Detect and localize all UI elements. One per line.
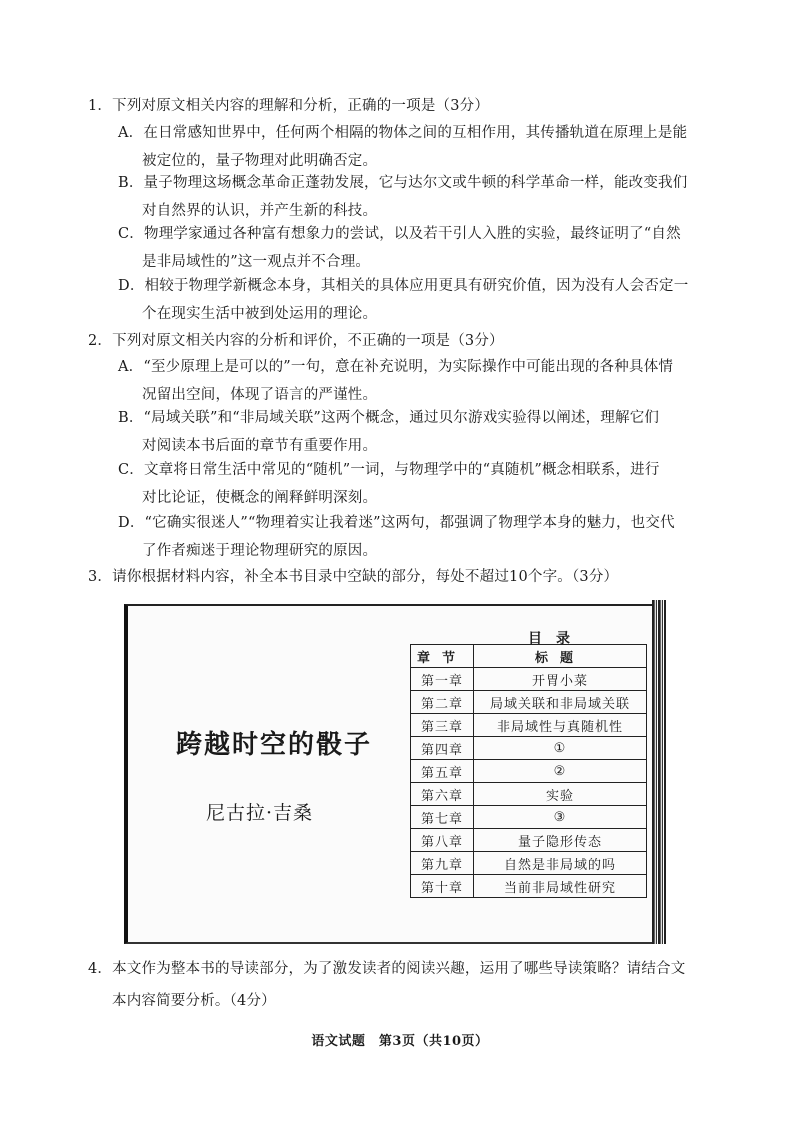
question-4-line-1: 4．本文作为整本书的导读部分，为了激发读者的阅读兴趣，运用了哪些导读策略？请结合文 [88,961,686,977]
toc-title: 非局域性与真随机性 [474,714,647,737]
toc-chapter: 第八章 [411,829,474,852]
question-2-option-b [118,404,718,460]
book-title: 跨越时空的骰子 [176,730,373,760]
option-line: B．量子物理这场概念革命正蓬勃发展，它与达尔文或牛顿的科学革命一样，能改变我们 [118,175,688,191]
toc-chapter: 第六章 [411,783,474,806]
option-line: A．“至少原理上是可以的”一句，意在补充说明，为实际操作中可能出现的各种具体情 [118,359,674,375]
question-1-option-b [118,169,718,225]
book-author: 尼古拉·吉桑 [206,802,314,824]
option-line: D．“它确实很迷人”“物理着实让我着迷”这两句，都强调了物理学本身的魅力，也交代 [118,515,675,531]
question-4-line-2: 本内容简要分析。（4分） [112,993,276,1009]
toc-row [411,829,647,852]
option-line: B．“局域关联”和“非局域关联”这两个概念，通过贝尔游戏实验得以阐述，理解它们 [118,410,660,426]
option-line: 对阅读本书后面的章节有重要作用。 [142,438,378,454]
option-line: D．相较于物理学新概念本身，其相关的具体应用更具有研究价值，因为没有人会否定一 [118,278,689,294]
toc-chapter: 第九章 [411,852,474,875]
question-2-option-a [118,353,718,409]
option-line: 对比论证，使概念的阐释鲜明深刻。 [142,490,378,506]
question-2-stem: 2．下列对原文相关内容的分析和评价，不正确的一项是（3分） [88,333,504,349]
toc-title: 开胃小菜 [474,668,647,691]
toc-title-blank: ③ [474,806,647,829]
toc-header-chapter: 章节 [411,645,474,668]
question-3-stem: 3．请你根据材料内容，补全本书目录中空缺的部分，每处不超过10个字。（3分） [88,569,619,585]
toc-row [411,714,647,737]
toc-table [410,644,647,898]
toc-row [411,875,647,898]
toc-title: 当前非局域性研究 [474,875,647,898]
toc-header-row [411,645,647,668]
toc-row [411,737,647,760]
option-line: 对自然界的认识，并产生新的科技。 [142,203,378,219]
option-line: C．文章将日常生活中常见的“随机”一词，与物理学中的“真随机”概念相联系，进行 [118,462,660,478]
toc-title: 实验 [474,783,647,806]
toc-chapter: 第十章 [411,875,474,898]
option-line: 了作者痴迷于理论物理研究的原因。 [142,543,378,559]
toc-header-title: 标题 [474,645,647,668]
toc-row [411,691,647,714]
toc-row [411,806,647,829]
page-footer: 语文试题 第3页（共10页） [311,1034,489,1049]
question-2-option-c [118,456,718,512]
toc-title: 量子隐形传态 [474,829,647,852]
option-line: 况留出空间，体现了语言的严谨性。 [142,387,378,403]
toc-row [411,783,647,806]
toc-title: 局域关联和非局域关联 [474,691,647,714]
option-line: C．物理学家通过各种富有想象力的尝试，以及若干引人入胜的实验，最终证明了“自然 [118,226,681,242]
option-line: 个在现实生活中被到处运用的理论。 [142,306,378,322]
toc-chapter: 第一章 [411,668,474,691]
toc-title-blank: ① [474,737,647,760]
toc-title-blank: ② [474,760,647,783]
toc-heading: 目录 [528,631,584,647]
question-1-option-c [118,220,718,276]
toc-title: 自然是非局域的吗 [474,852,647,875]
question-1-option-d [118,272,718,328]
book-figure [118,600,666,944]
option-line: 被定位的，量子物理对此明确否定。 [142,153,378,169]
toc-row [411,852,647,875]
toc-chapter: 第二章 [411,691,474,714]
question-1-option-a [118,119,718,175]
question-2-option-d [118,509,718,565]
book-spine [652,600,666,944]
book-cover [124,604,660,944]
toc-row [411,760,647,783]
question-1-stem: 1．下列对原文相关内容的理解和分析，正确的一项是（3分） [88,98,490,114]
toc-chapter: 第七章 [411,806,474,829]
option-line: A．在日常感知世界中，任何两个相隔的物体之间的互相作用，其传播轨道在原理上是能 [118,125,688,141]
toc-chapter: 第四章 [411,737,474,760]
option-line: 是非局域性的”这一观点并不合理。 [142,254,371,270]
toc-chapter: 第五章 [411,760,474,783]
toc-chapter: 第三章 [411,714,474,737]
toc-row [411,668,647,691]
